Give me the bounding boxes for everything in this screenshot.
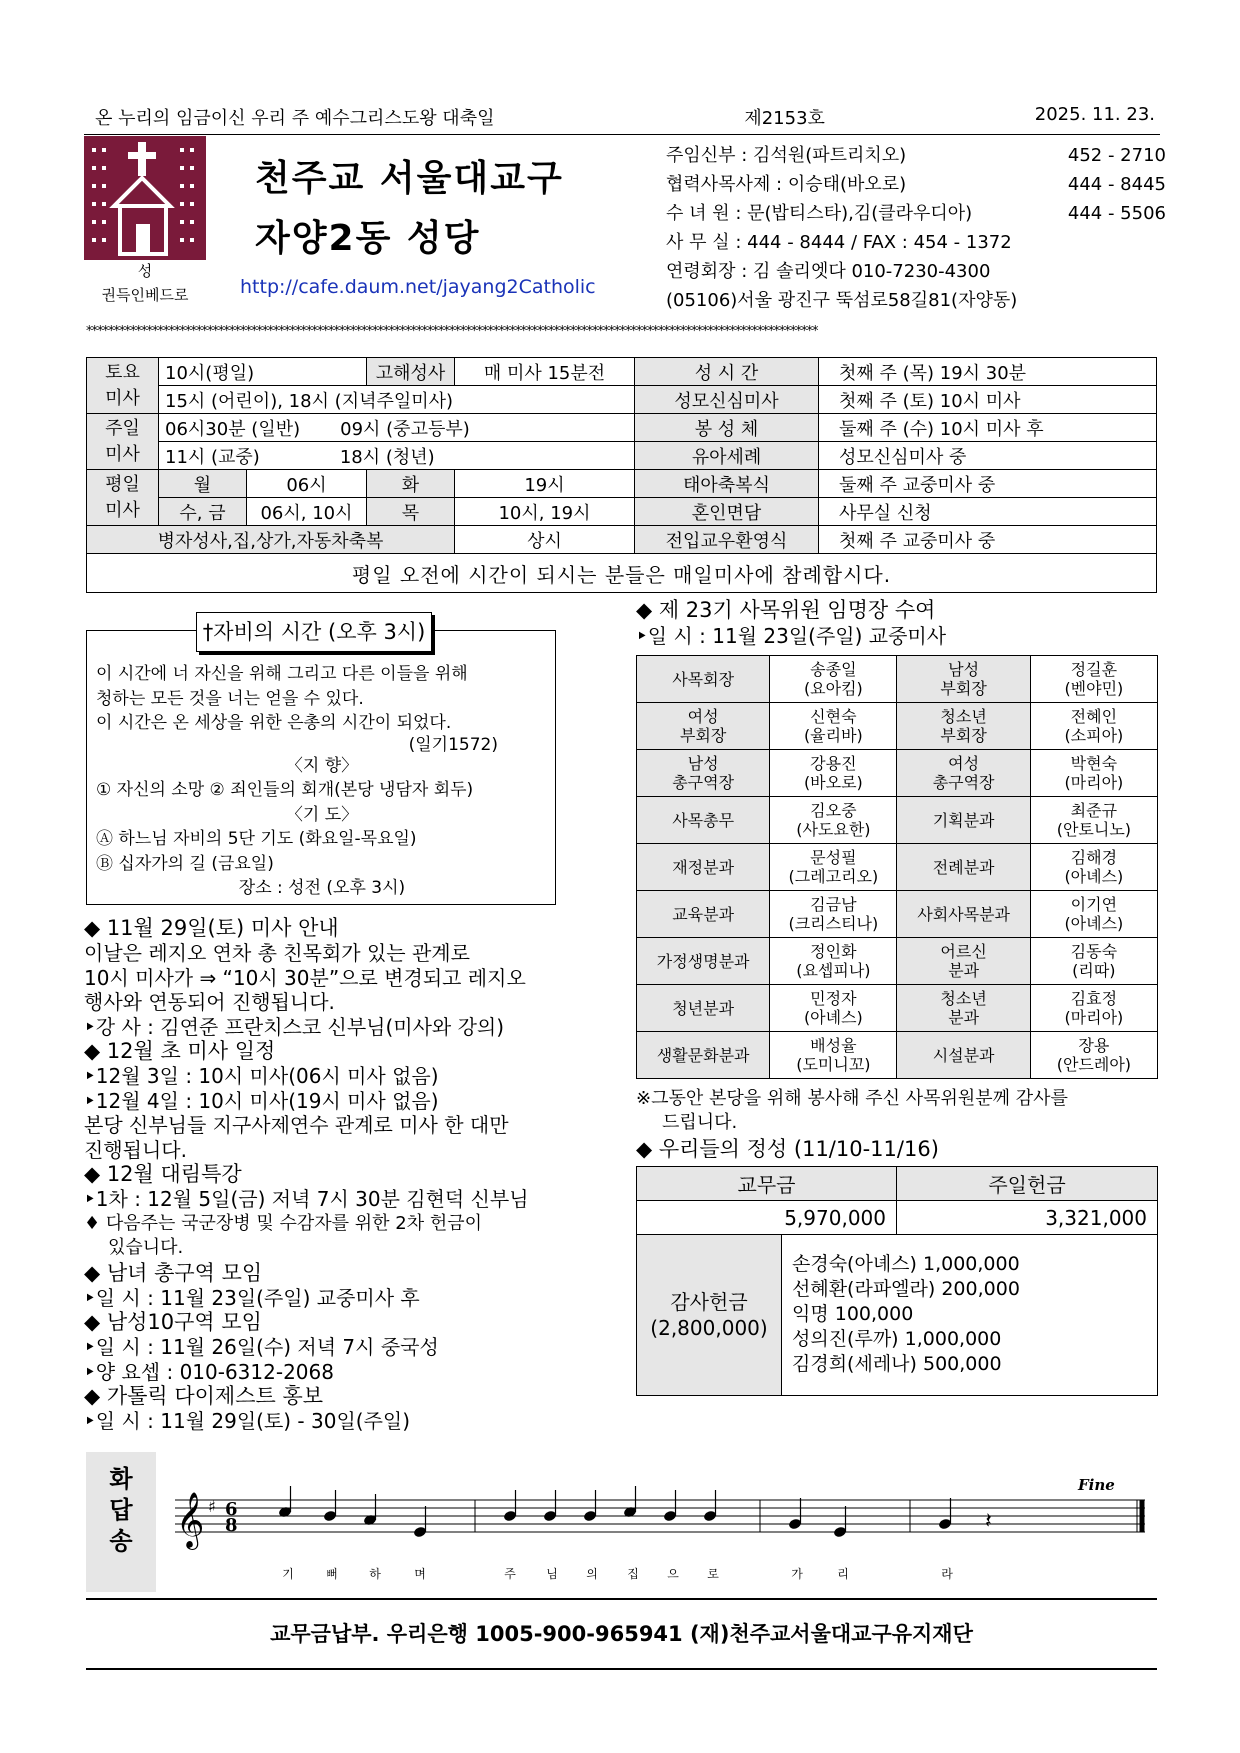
feast-title: 온 누리의 임금이신 우리 주 예수그리스도왕 대축일 xyxy=(95,108,495,129)
payment-info: 교무금납부. 우리은행 1005-900-965941 (재)천주교서울대교구유지재단 xyxy=(270,1622,973,1646)
contact-label: 수 녀 원 : 문(밥티스타),김(클라우디아) xyxy=(666,203,973,224)
mercy-body xyxy=(96,662,548,901)
tue-time: 19시 xyxy=(455,470,635,498)
roster-person: 강용진 (바오로) xyxy=(770,750,897,797)
notice-line: 행사와 연동되어 진행됩니다. xyxy=(84,990,335,1014)
thu-label: 목 xyxy=(367,498,455,526)
notice-line: ‣일 시 : 11월 23일(주일) 교중미사 후 xyxy=(84,1285,420,1310)
roster-person: 김오중 (사도요한) xyxy=(770,797,897,844)
notice-line: ‣일 시 : 11월 29일(토) - 30일(주일) xyxy=(84,1409,411,1433)
roster-row xyxy=(637,1032,1158,1079)
roster-role: 청소년 분과 xyxy=(897,985,1030,1032)
mercy-place: 장소 : 성전 (오후 3시) xyxy=(238,878,406,898)
contact-phone: 444 - 5506 xyxy=(1067,203,1166,224)
lyric-syllable: 로 xyxy=(707,1567,719,1581)
donor-item: 손경숙(아녜스) 1,000,000 xyxy=(792,1253,1020,1276)
psalm-label xyxy=(86,1452,156,1592)
sched-r7-val: 첫째 주 교중미사 중 xyxy=(819,526,1157,554)
notice-line: ‣1차 : 12월 5일(금) 저녁 7시 30분 김현덕 신부님 xyxy=(84,1187,529,1211)
notice-line: ‣일 시 : 11월 26일(수) 저녁 7시 중국성 xyxy=(84,1335,439,1359)
tue-label: 화 xyxy=(367,470,455,498)
sched-r7-label: 전입교우환영식 xyxy=(635,526,819,554)
sched-r1-val: 첫째 주 (목) 19시 30분 xyxy=(819,358,1157,386)
rest-icon: 𝄽 xyxy=(985,1509,992,1534)
issue-number: 제2153호 xyxy=(744,108,825,129)
contact-list xyxy=(666,141,1166,315)
lyric-syllable: 며 xyxy=(414,1567,426,1581)
roster-person: 신현숙 (율리바) xyxy=(770,703,897,750)
mon-time: 06시 xyxy=(247,470,367,498)
notice-line: ‣강 사 : 김연준 프란치스코 신부님(미사와 강의) xyxy=(84,1014,505,1039)
roster-role: 기획분과 xyxy=(897,797,1030,844)
header-divider xyxy=(84,134,1160,135)
mercy-line: 이 시간은 온 세상을 위한 은총의 시간이 되었다. xyxy=(96,713,452,733)
contact-row xyxy=(666,141,1166,170)
roster-person: 정길훈 (벤야민) xyxy=(1030,656,1157,703)
thanks-offering-label xyxy=(637,1235,782,1395)
notice-heading: ◆ 11월 29일(토) 미사 안내 xyxy=(84,916,339,940)
patron-line1: 성 xyxy=(137,262,153,280)
sched-r3-label: 봉 성 체 xyxy=(635,414,819,442)
offering-val2: 3,321,000 xyxy=(897,1201,1158,1235)
diocese-title: 천주교 서울대교구 xyxy=(255,158,564,199)
roster-role: 사목회장 xyxy=(637,656,770,703)
roster-role: 가정생명분과 xyxy=(637,938,770,985)
offering-table xyxy=(636,1166,1158,1235)
appointment-heading: ◆ 제 23기 사목위원 임명장 수여 xyxy=(636,598,936,622)
contact-label: 협력사목사제 : 이승태(바오로) xyxy=(666,174,907,195)
prayer-a: Ⓐ 하느님 자비의 5단 기도 (화요일-목요일) xyxy=(96,829,417,849)
roster-person: 전혜인 (소피아) xyxy=(1030,703,1157,750)
sched-r3-val: 둘째 주 (수) 10시 미사 후 xyxy=(819,414,1157,442)
donor-item: 김경희(세레나) 500,000 xyxy=(792,1353,1002,1376)
confession-label: 고해성사 xyxy=(367,358,455,386)
roster-row xyxy=(637,797,1158,844)
sched-r6-val: 사무실 신청 xyxy=(819,498,1157,526)
parish-title: 자양2동 성당 xyxy=(255,218,481,259)
psalm-lyrics xyxy=(282,1566,953,1581)
lyric-syllable: 으 xyxy=(667,1567,679,1581)
contact-row xyxy=(666,257,1166,286)
roster-role: 생활문화분과 xyxy=(637,1032,770,1079)
mercy-line: 이 시간에 너 자신을 위해 그리고 다른 이들을 위해 xyxy=(96,664,468,684)
roster-row xyxy=(637,938,1158,985)
wed-fri-label: 수, 금 xyxy=(159,498,247,526)
appointment-date: ‣일 시 : 11월 23일(주일) 교중미사 xyxy=(636,624,947,648)
thanks-line: ※그동안 본당을 위해 봉사해 주신 사목위원분께 감사를 xyxy=(636,1088,1068,1109)
sharp-icon: ♯ xyxy=(208,1497,216,1516)
footer-divider-bottom xyxy=(86,1668,1157,1670)
roster-role: 교육분과 xyxy=(637,891,770,938)
thanks-label: 감사헌금 xyxy=(670,1289,748,1314)
fine-marking: Fine xyxy=(1078,1476,1115,1494)
notice-heading: ◆ 12월 대림특강 xyxy=(84,1162,242,1186)
roster-role: 시설분과 xyxy=(897,1032,1030,1079)
psalm-label-text: 화 답 송 xyxy=(109,1465,133,1555)
notice-line: ♦ 다음주는 국군장병 및 수감자를 위한 2차 헌금이 xyxy=(84,1212,483,1234)
header-topline xyxy=(95,104,1155,130)
roster-role: 청년분과 xyxy=(637,985,770,1032)
thanks-total: (2,800,000) xyxy=(650,1315,768,1340)
roster-row xyxy=(637,750,1158,797)
sched-r5-label: 태아축복식 xyxy=(635,470,819,498)
contact-label: 사 무 실 : 444 - 8444 / FAX : 454 - 1372 xyxy=(666,232,1012,253)
confession-time: 매 미사 15분전 xyxy=(455,358,635,386)
notice-line: 있습니다. xyxy=(108,1237,184,1258)
roster-person: 배성율 (도미니꼬) xyxy=(770,1032,897,1079)
lyric-syllable: 하 xyxy=(369,1567,381,1581)
mercy-title: †자비의 시간 (오후 3시) xyxy=(196,612,432,652)
offering-col1: 교무금 xyxy=(637,1167,897,1201)
roster-role: 여성 부회장 xyxy=(637,703,770,750)
notice-line: ‣12월 3일 : 10시 미사(06시 미사 없음) xyxy=(84,1064,439,1088)
roster-person: 김동숙 (리따) xyxy=(1030,938,1157,985)
time-signature-top: 6 xyxy=(225,1499,238,1520)
roster-person: 이기연 (아녜스) xyxy=(1030,891,1157,938)
prayer-b: Ⓑ 십자가의 길 (금요일) xyxy=(96,853,274,874)
notice-line: ‣양 요셉 : 010-6312-2068 xyxy=(84,1359,334,1384)
roster-person: 정인화 (요셉피나) xyxy=(770,938,897,985)
sched-r4-label: 유아세례 xyxy=(635,442,819,470)
committee-roster-table xyxy=(636,655,1158,1079)
lyric-syllable: 의 xyxy=(586,1567,598,1581)
lyric-syllable: 리 xyxy=(837,1567,849,1581)
lyric-syllable: 가 xyxy=(791,1567,803,1581)
roster-role: 어르신 분과 xyxy=(897,938,1030,985)
roster-person: 박현숙 (마리아) xyxy=(1030,750,1157,797)
notice-line: 진행됩니다. xyxy=(84,1137,187,1162)
sick-sacrament-label: 병자성사,집,상가,자동차축복 xyxy=(87,526,455,554)
donor-list xyxy=(782,1235,1158,1395)
roster-person: 김금남 (크리스티나) xyxy=(770,891,897,938)
roster-row xyxy=(637,891,1158,938)
church-logo xyxy=(84,136,206,260)
roster-person: 김효정 (마리아) xyxy=(1030,985,1157,1032)
roster-person: 장용 (안드레아) xyxy=(1030,1032,1157,1079)
offering-val1: 5,970,000 xyxy=(637,1201,897,1235)
roster-person: 민정자 (아녜스) xyxy=(770,985,897,1032)
contact-row xyxy=(666,199,1166,228)
roster-role: 전례분과 xyxy=(897,844,1030,891)
star-divider: ************************************************************************************************************************************* xyxy=(86,324,818,339)
psalm-notes xyxy=(278,1486,992,1538)
offering-col2: 주일헌금 xyxy=(897,1167,1158,1201)
donor-item: 성의진(루까) 1,000,000 xyxy=(792,1328,1002,1351)
roster-role: 남성 부회장 xyxy=(897,656,1030,703)
prayer-heading: 〈기 도〉 xyxy=(285,804,359,825)
roster-person: 김해경 (아녜스) xyxy=(1030,844,1157,891)
psalm-score xyxy=(170,1460,1160,1590)
sick-sacrament-time: 상시 xyxy=(455,526,635,554)
sun-mass-r2: 11시 (교중) 18시 (청년) xyxy=(159,442,635,470)
treble-clef-icon: 𝄞 xyxy=(176,1492,205,1548)
patron-line2: 권득인베드로 xyxy=(101,286,189,304)
weekday-mass-label: 평일 미사 xyxy=(87,470,159,526)
lyric-syllable: 뻐 xyxy=(326,1567,338,1581)
thanks-line: 드립니다. xyxy=(662,1112,738,1133)
intention-heading: 〈지 향〉 xyxy=(285,755,359,776)
notice-heading: ◆ 남녀 총구역 모임 xyxy=(84,1260,263,1285)
sat-mass-r2: 15시 (어린이), 18시 (지녁주일미사) xyxy=(159,386,635,414)
sched-r4-val: 성모신심미사 중 xyxy=(819,442,1157,470)
notice-heading: ◆ 남성10구역 모임 xyxy=(84,1310,262,1334)
sched-r2-label: 성모신심미사 xyxy=(635,386,819,414)
roster-role: 사목총무 xyxy=(637,797,770,844)
mercy-line: 청하는 모든 것을 너는 얻을 수 있다. xyxy=(96,688,364,709)
roster-person: 송종일 (요아킴) xyxy=(770,656,897,703)
weekday-mass-note: 평일 오전에 시간이 되시는 분들은 매일미사에 참례합시다. xyxy=(87,554,1157,593)
contact-label: 주임신부 : 김석원(파트리치오) xyxy=(666,145,907,166)
lyric-syllable: 라 xyxy=(941,1567,953,1581)
notice-line: 본당 신부님들 지구사제연수 관계로 미사 한 대만 xyxy=(84,1113,509,1137)
roster-row xyxy=(637,985,1158,1032)
notice-line: 10시 미사가 ⇒ “10시 30분”으로 변경되고 레지오 xyxy=(84,965,526,990)
sched-r6-label: 혼인면담 xyxy=(635,498,819,526)
cafe-link[interactable]: http://cafe.daum.net/jayang2Catholic xyxy=(240,276,596,298)
contact-label: (05106)서울 광진구 뚝섬로58길81(자양동) xyxy=(666,290,1018,311)
contact-phone: 452 - 2710 xyxy=(1067,145,1166,166)
church-building-icon xyxy=(84,136,206,260)
contact-row xyxy=(666,286,1166,315)
notice-line: 이날은 레지오 연차 총 친목회가 있는 관계로 xyxy=(84,941,470,965)
offering-heading: ◆ 우리들의 정성 (11/10-11/16) xyxy=(636,1137,939,1161)
sun-mass-label: 주일 미사 xyxy=(87,414,159,470)
contact-label: 연령회장 : 김 솔리엣다 010-7230-4300 xyxy=(666,261,991,282)
donor-item: 익명 100,000 xyxy=(792,1303,914,1326)
mass-schedule-table xyxy=(86,357,1157,593)
lyric-syllable: 집 xyxy=(627,1567,639,1581)
sat-mass-label: 토요 미사 xyxy=(87,358,159,414)
lyric-syllable: 주 xyxy=(504,1567,516,1581)
sun-mass-r1: 06시30분 (일반) 09시 (중고등부) xyxy=(159,414,635,442)
roster-person: 최준규 (안토니노) xyxy=(1030,797,1157,844)
intention-text: ① 자신의 소망 ② 죄인들의 회개(본당 냉담자 회두) xyxy=(96,780,474,800)
wed-fri-time: 06시, 10시 xyxy=(247,498,367,526)
right-column xyxy=(636,598,1156,1396)
time-signature-bottom: 8 xyxy=(225,1515,238,1536)
roster-role: 남성 총구역장 xyxy=(637,750,770,797)
roster-role: 여성 총구역장 xyxy=(897,750,1030,797)
sched-r2-val: 첫째 주 (토) 10시 미사 xyxy=(819,386,1157,414)
lyric-syllable: 님 xyxy=(546,1567,558,1581)
contact-row xyxy=(666,170,1166,199)
contact-row xyxy=(666,228,1166,257)
donor-item: 선혜환(라파엘라) 200,000 xyxy=(792,1278,1020,1301)
notices-column xyxy=(84,916,574,1434)
lyric-syllable: 기 xyxy=(282,1567,294,1581)
roster-person: 문성필 (그레고리오) xyxy=(770,844,897,891)
notice-line: ‣12월 4일 : 10시 미사(19시 미사 없음) xyxy=(84,1088,439,1113)
thu-time: 10시, 19시 xyxy=(455,498,635,526)
mercy-source: (일기1572) xyxy=(408,734,498,755)
thanks-offering-table xyxy=(636,1235,1158,1396)
footer-divider-top xyxy=(86,1598,1157,1600)
roster-role: 재정분과 xyxy=(637,844,770,891)
notice-heading: ◆ 가톨릭 다이제스트 홍보 xyxy=(84,1384,324,1408)
roster-row xyxy=(637,844,1158,891)
mon-label: 월 xyxy=(159,470,247,498)
sched-r1-label: 성 시 간 xyxy=(635,358,819,386)
sched-r5-val: 둘째 주 교중미사 중 xyxy=(819,470,1157,498)
contact-phone: 444 - 8445 xyxy=(1067,174,1166,195)
patron-caption xyxy=(84,262,206,304)
issue-date: 2025. 11. 23. xyxy=(1034,104,1155,125)
roster-row xyxy=(637,656,1158,703)
roster-row xyxy=(637,703,1158,750)
roster-role: 사회사목분과 xyxy=(897,891,1030,938)
roster-role: 청소년 부회장 xyxy=(897,703,1030,750)
sat-mass-r1: 10시(평일) xyxy=(159,358,367,386)
notice-heading: ◆ 12월 초 미사 일정 xyxy=(84,1039,276,1063)
